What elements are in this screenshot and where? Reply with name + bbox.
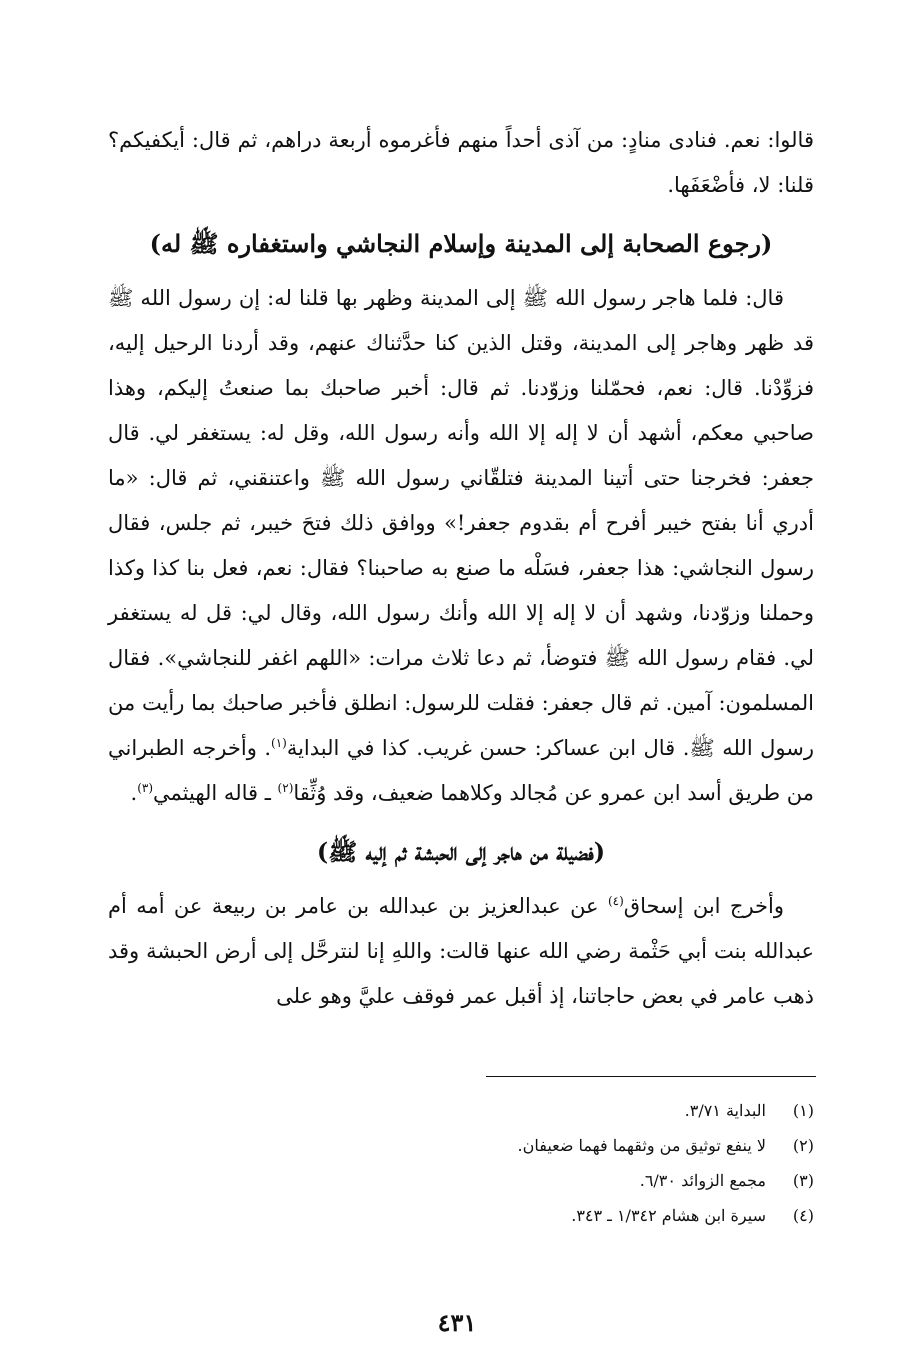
section1-text-d: . (130, 781, 138, 805)
footnote-ref-1: (١) (271, 736, 287, 750)
page-body (108, 118, 814, 1019)
footnote-4 (414, 1198, 814, 1233)
page-number: ٤٣١ (437, 1308, 477, 1337)
footnote-ref-2: (٢) (277, 781, 294, 795)
section1-paragraph (108, 276, 814, 816)
section1-text-c: ـ قاله الهيثمي (153, 781, 278, 805)
footnote-number: (٣) (792, 1171, 814, 1190)
footnote-number: (١) (792, 1101, 814, 1120)
footnote-2 (414, 1128, 814, 1163)
section-heading-abyssinia-merit: (فضيلة من هاجر إلى الحبشة ثم إليه ﷺ) (316, 837, 606, 866)
footnote-text: مجمع الزوائد ٦/٣٠. (639, 1171, 766, 1190)
footnote-ref-3: (٣) (137, 781, 154, 795)
footnote-3 (414, 1163, 814, 1198)
section-heading-companions-return: (رجوع الصحابة إلى المدينة وإسلام النجاشي واستغفاره ﷺ له) (149, 229, 773, 258)
section2-paragraph (108, 884, 814, 1019)
footnote-ref-4: (٤) (607, 894, 624, 908)
section2-text-b: عن عبدالعزيز بن عبدالله بن عامر بن ربيعة عن أمه أم عبدالله بنت أبي حَثْمة رضي الله عنها قالت: واللهِ إنا لنترحَّل إلى أرض الحبشة وقد ذهب عامر في بعض حاجاتنا، إذ أقبل عمر فوقف عليَّ وهو على (108, 894, 814, 1008)
footnote-text: البداية ٣/٧١. (684, 1101, 766, 1120)
intro-paragraph: قالوا: نعم. فنادى منادٍ: من آذى أحداً منهم فأغرموه أربعة دراهم، ثم قال: أيكفيكم؟ قلنا: لا، فأضْعَفَها. (108, 128, 814, 197)
section2-text-a: وأخرج ابن إسحاق (623, 894, 784, 918)
footnotes (414, 1093, 814, 1233)
footnote-separator (486, 1076, 816, 1077)
footnote-1 (414, 1093, 814, 1128)
section1-text-b: . وأخرجه الطبراني من طريق أسد ابن عمرو عن مُجالد وكلاهما ضعيف، وقد وُثِّقا (108, 736, 814, 805)
footnote-text: سيرة ابن هشام ١/٣٤٢ ـ ٣٤٣. (571, 1206, 766, 1225)
footnote-number: (٢) (792, 1136, 814, 1155)
footnote-text: لا ينفع توثيق من وثقهما فهما ضعيفان. (517, 1136, 766, 1155)
footnote-number: (٤) (792, 1206, 814, 1225)
section1-text-a: قال: فلما هاجر رسول الله ﷺ إلى المدينة وظهر بها قلنا له: إن رسول الله ﷺ قد ظهر وهاجر إلى المدينة، وقتل الذين كنا حدَّثناك عنهم، وقد أردنا الرحيل إليه، فزوِّدْنا. قال: نعم، فحمّلنا وزوّدنا. ثم قال: أخبر صاحبك بما صنعتُ إليكم، وهذا صاحبي معكم، أشهد أن لا إله إلا الله وأنه رسول الله، وقل له: يستغفر لي. قال جعفر: فخرجنا حتى أتينا المدينة فتلقّاني رسول الله ﷺ واعتنقني، ثم قال: «ما أدري أنا بفتح خيبر أفرح أم بقدوم جعفر!» ووافق ذلك فتحَ خيبر، ثم جلس، فقال رسول النجاشي: هذا جعفر، فسَلْه ما صنع به صاحبنا؟ فقال: نعم، فعل بنا كذا وكذا وحملنا وزوّدنا، وشهد أن لا إله إلا الله وأنك رسول الله، وقال لي: قل له يستغفر لي. فقام رسول الله ﷺ فتوضأ، ثم دعا ثلاث مرات: «اللهم اغفر للنجاشي». فقال المسلمون: آمين. ثم قال جعفر: فقلت للرسول: انطلق فأخبر صاحبك بما رأيت من رسول الله ﷺ. قال ابن عساكر: حسن غريب. كذا في البداية (108, 286, 814, 760)
